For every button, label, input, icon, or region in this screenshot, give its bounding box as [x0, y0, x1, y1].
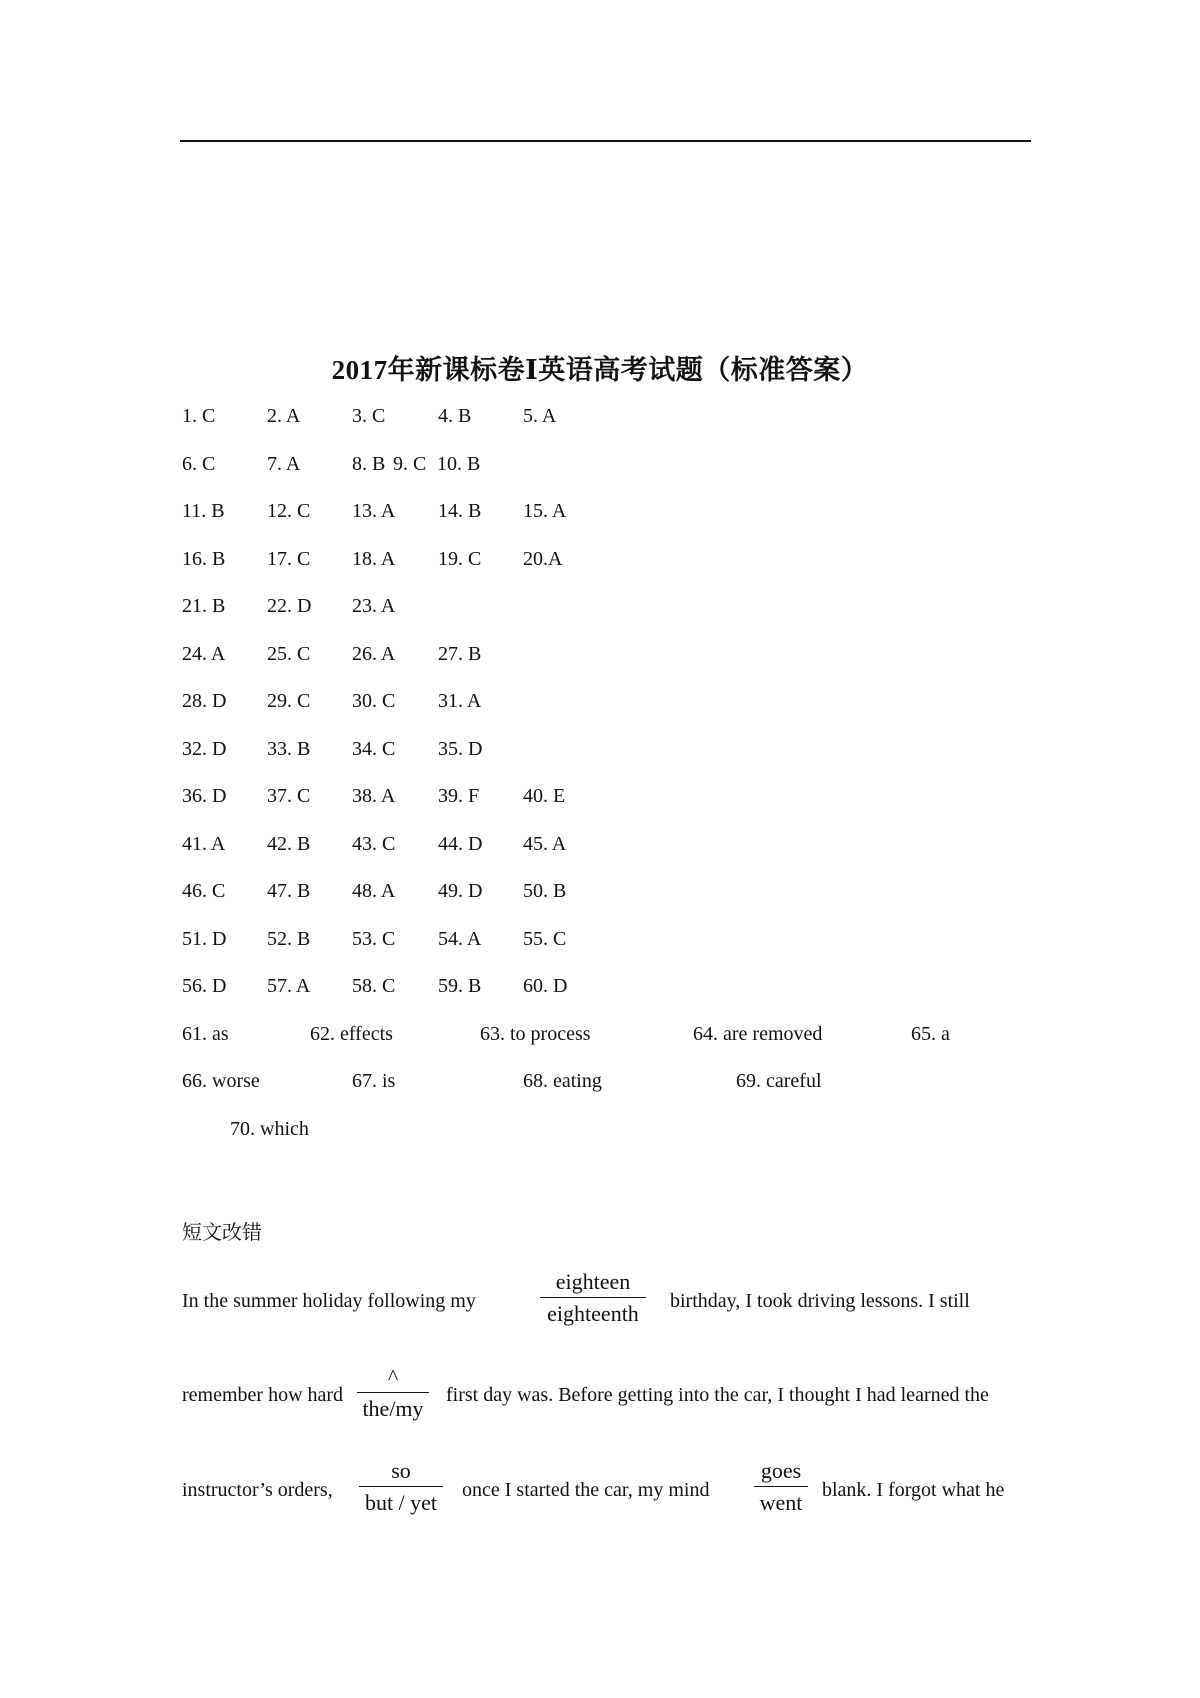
answer-item: 62. effects — [310, 1022, 393, 1045]
answer-row — [182, 738, 1032, 786]
grammar-row — [182, 1070, 1032, 1118]
answer-item: 31. A — [438, 690, 482, 712]
answer-item: 28. D — [182, 690, 227, 712]
answer-row — [182, 975, 1032, 1023]
answer-item: 42. B — [267, 832, 311, 855]
answer-row — [182, 928, 1032, 976]
answer-item: 27. B — [438, 642, 482, 665]
answer-item: 65. a — [911, 1022, 950, 1045]
line-text: first day was. Before getting into the car, I thought I had learned the — [446, 1384, 989, 1406]
answer-item: 16. B — [182, 547, 226, 570]
line-text: remember how hard — [182, 1384, 344, 1406]
answer-item: 14. B — [438, 500, 482, 522]
answer-item: 60. D — [523, 975, 568, 997]
answer-row — [182, 548, 1032, 596]
answer-item: 35. D — [438, 737, 483, 760]
answer-item: 15. A — [523, 500, 567, 522]
answer-item: 64. are removed — [693, 1022, 823, 1045]
answer-item: 11. B — [182, 500, 225, 522]
header-rule — [180, 140, 1031, 142]
answer-item: 59. B — [438, 975, 482, 997]
grammar-row — [182, 1023, 1032, 1071]
answer-item: 44. D — [438, 832, 483, 855]
answer-item: 24. A — [182, 642, 226, 665]
answer-item: 9. C — [393, 452, 427, 475]
answer-item: 57. A — [267, 975, 311, 997]
answer-item: 18. A — [352, 547, 396, 570]
answer-item: 63. to process — [480, 1022, 591, 1045]
answer-row — [182, 405, 1032, 453]
section-heading: 短文改错 — [182, 1220, 262, 1244]
answer-item: 38. A — [352, 785, 396, 807]
answer-item: 34. C — [352, 737, 396, 760]
answer-item: 48. A — [352, 880, 396, 902]
line-text: once I started the car, my mind — [462, 1479, 710, 1501]
answer-item: 17. C — [267, 547, 311, 570]
answer-row — [182, 785, 1032, 833]
answer-item: 12. C — [267, 500, 311, 522]
answer-row — [182, 643, 1032, 691]
answer-row — [182, 690, 1032, 738]
page-title: 2017年新课标卷Ⅰ英语高考试题（标准答案） — [331, 355, 869, 385]
answer-item: 13. A — [352, 500, 396, 522]
answer-key — [182, 405, 1032, 1165]
answer-item: 45. A — [523, 832, 567, 855]
insert-caret: ^ — [357, 1362, 429, 1393]
answer-item: 10. B — [437, 452, 481, 475]
answer-item: 25. C — [267, 642, 311, 665]
answer-item: 39. F — [438, 785, 480, 807]
corrected-word: the/my — [362, 1396, 424, 1421]
line-text: birthday, I took driving lessons. I still — [670, 1290, 970, 1312]
answer-item: 67. is — [352, 1070, 396, 1092]
answer-item: 30. C — [352, 690, 396, 712]
answer-item: 66. worse — [182, 1070, 260, 1092]
answer-item: 36. D — [182, 785, 227, 807]
corrected-word: eighteenth — [547, 1301, 639, 1326]
answer-row — [182, 833, 1032, 881]
answer-row — [182, 500, 1032, 548]
answer-item: 56. D — [182, 975, 227, 997]
answer-item: 29. C — [267, 690, 311, 712]
answer-item: 51. D — [182, 927, 227, 950]
answer-item: 68. eating — [523, 1070, 602, 1092]
answer-row — [182, 453, 1032, 501]
answer-item: 3. C — [352, 405, 386, 427]
wrong-word: goes — [754, 1456, 808, 1487]
answer-row — [182, 595, 1032, 643]
answer-item: 20.A — [523, 547, 563, 570]
answer-item: 40. E — [523, 785, 566, 807]
answer-item: 49. D — [438, 880, 483, 902]
answer-item: 2. A — [267, 405, 301, 427]
answer-item: 22. D — [267, 595, 312, 617]
corrected-word: but / yet — [364, 1490, 438, 1515]
answer-item: 37. C — [267, 785, 311, 807]
correction-mark — [540, 1267, 646, 1330]
answer-item: 1. C — [182, 405, 216, 427]
answer-row — [182, 880, 1032, 928]
answer-item: 50. B — [523, 880, 567, 902]
answer-item: 19. C — [438, 547, 482, 570]
corrected-word: went — [759, 1490, 803, 1515]
answer-item: 47. B — [267, 880, 311, 902]
line-text: blank. I forgot what he — [822, 1479, 1005, 1501]
answer-item: 4. B — [438, 405, 472, 427]
answer-item: 26. A — [352, 642, 396, 665]
answer-item: 54. A — [438, 927, 482, 950]
answer-item: 70. which — [230, 1117, 309, 1140]
answer-item: 6. C — [182, 452, 216, 475]
answer-item: 55. C — [523, 927, 567, 950]
correction-mark — [357, 1362, 429, 1425]
correction-mark — [754, 1456, 808, 1519]
answer-item: 8. B — [352, 452, 386, 475]
answer-item: 41. A — [182, 832, 226, 855]
grammar-row — [182, 1118, 1032, 1166]
answer-item: 21. B — [182, 595, 226, 617]
wrong-word: so — [359, 1456, 443, 1487]
answer-item: 52. B — [267, 927, 311, 950]
correction-mark — [359, 1456, 443, 1519]
line-text: In the summer holiday following my — [182, 1290, 476, 1312]
answer-item: 53. C — [352, 927, 396, 950]
answer-item: 46. C — [182, 880, 226, 902]
answer-item: 58. C — [352, 975, 396, 997]
answer-item: 43. C — [352, 832, 396, 855]
wrong-word: eighteen — [540, 1267, 646, 1298]
answer-item: 69. careful — [736, 1070, 822, 1092]
answer-item: 23. A — [352, 595, 396, 617]
answer-item: 7. A — [267, 452, 301, 475]
answer-item: 33. B — [267, 737, 311, 760]
answer-item: 61. as — [182, 1022, 229, 1045]
answer-item: 32. D — [182, 737, 227, 760]
line-text: instructor’s orders, — [182, 1479, 333, 1501]
answer-item: 5. A — [523, 405, 557, 427]
